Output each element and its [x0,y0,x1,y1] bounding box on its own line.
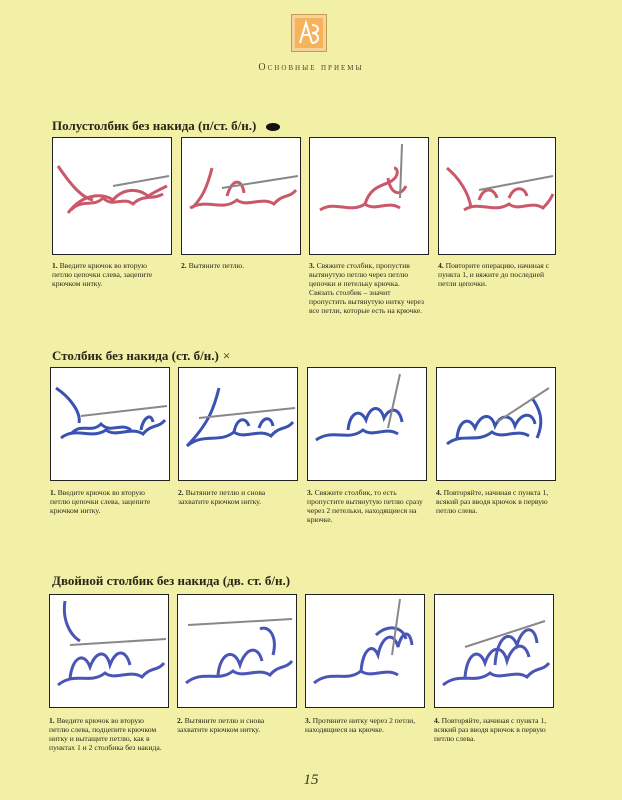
crochet-illustration [178,595,296,707]
crochet-illustration [439,138,555,254]
step-number: 2. [181,261,187,270]
step-text: Введите крючок во вторую петлю цепочки слева, зацепите крючком нитку. [50,488,151,515]
section-title-double-crochet [52,573,290,589]
illustration-frame [305,594,425,708]
illustration-frame [181,137,301,255]
step-text: Свяжите столбик, то есть пропустите вытянутую петлю сразу через 2 петельки, находящиеся на крючке. [307,488,423,524]
chapter-title: Основные приемы [258,62,364,73]
step-number: 4. [438,261,444,270]
illustration-frame [438,137,556,255]
oval-symbol-icon [266,123,280,131]
page-number: 15 [303,772,319,788]
step-number: 2. [177,716,183,725]
step-caption [49,716,165,752]
illustration-frame [50,367,170,481]
step-text: Протяните нитку через 2 петли, находящиеся на крючке. [305,716,416,734]
illustration-frame [434,594,554,708]
crochet-illustration [50,595,168,707]
step-caption [177,716,293,734]
illustration-frame [52,137,172,255]
step-caption [438,261,554,288]
step-number: 4. [436,488,442,497]
step-number: 2. [178,488,184,497]
step-number: 4. [434,716,440,725]
step-number: 1. [49,716,55,725]
illustration-frame [309,137,429,255]
step-number: 1. [50,488,56,497]
step-caption [52,261,168,288]
step-text: Повторяйте, начиная с пункта 1, всякий раз вводя крючок в первую петлю слева. [434,716,547,743]
crochet-illustration [179,368,297,480]
section-title-text: Столбик без накида (ст. б/н.) [52,348,219,363]
section-title-text: Полустолбик без накида (п/ст. б/н.) [52,118,257,133]
step-number: 3. [307,488,313,497]
step-text: Вытяните петлю и снова захватите крючком нитку. [178,488,266,506]
step-caption [436,488,552,515]
step-text: Свяжите столбик, пропустив вытянутую петлю через петлю цепочки и петельку крючка. Связать столбик – значит пропустить вытянутую нитку через все петли, которые есть на крючке. [309,261,424,315]
step-number: 3. [309,261,315,270]
cross-symbol-icon: × [222,348,231,363]
crochet-illustration [310,138,428,254]
step-caption [178,488,294,506]
step-caption [50,488,166,515]
crochet-illustration [182,138,300,254]
step-caption [309,261,425,315]
crochet-illustration [437,368,555,480]
illustration-frame [178,367,298,481]
crochet-illustration [51,368,169,480]
illustration-frame [49,594,169,708]
step-number: 1. [52,261,58,270]
step-text: Повторяйте, начиная с пункта 1, всякий раз вводя крючок в первую петлю слева. [436,488,549,515]
illustration-frame [307,367,427,481]
step-text: Введите крючок во вторую петлю слева, подцепите крючком нитку и вытащите петлю, как в пунктах 1 и 2 столбика без накида. [49,716,162,752]
crochet-illustration [435,595,553,707]
section-title-text: Двойной столбик без накида (дв. ст. б/н.) [52,573,291,588]
section-title-half-stitch [52,118,280,134]
illustration-frame [436,367,556,481]
step-text: Введите крючок во вторую петлю цепочки слева, зацепите крючком нитку. [52,261,153,288]
step-text: Повторите операцию, начиная с пункта 1, и вяжите до последней петли цепочки. [438,261,549,288]
step-caption [434,716,550,743]
illustration-frame [177,594,297,708]
step-text: Вытяните петлю и снова захватите крючком нитку. [177,716,265,734]
crochet-illustration [306,595,424,707]
step-number: 3. [305,716,311,725]
crochet-illustration [308,368,426,480]
book-logo [291,14,327,52]
step-caption [307,488,423,524]
section-title-single-crochet [52,348,230,364]
step-text: Вытяните петлю. [188,261,245,270]
crochet-illustration [53,138,171,254]
step-caption [181,261,297,270]
step-caption [305,716,421,734]
